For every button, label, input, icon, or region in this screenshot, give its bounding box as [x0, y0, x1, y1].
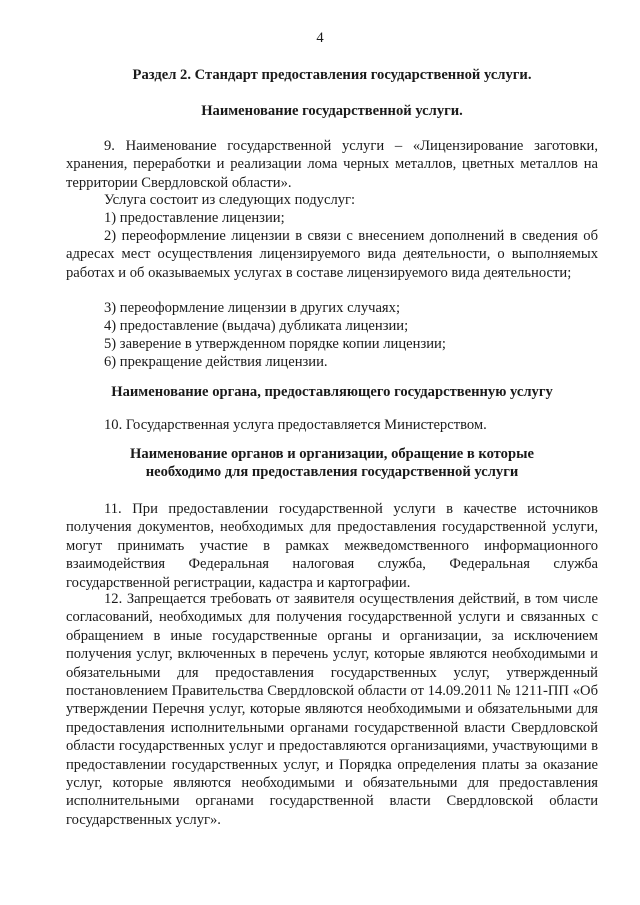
heading-authority: Наименование органа, предоставляющего государственную услугу — [111, 384, 553, 400]
heading-service-name: Наименование государственной услуги. — [201, 103, 463, 119]
heading-organizations-line-2: необходимо для предоставления государственной услуги — [145, 464, 519, 481]
paragraph-12: 12. Запрещается требовать от заявителя осуществления действий, в том числе согласований, необходимых для получения государственной услуги и связанных с обращением в иные государственные органы и организации, за исключением получения услуг, включенных в перечень услуг, которые являются необходимыми и обязательными для предоставления государственных услуг, утвержденный постановлением Правительства Свердловской области от 14.09.2011 № 1211-ПП «Об утверждении Перечня услуг, которые являются необходимыми и обязательными для предоставления исполнительными органами государственной власти Свердловской области государственных услуг и предоставляются организациями, участвующими в предоставлении государственных услуг, и Порядка определения платы за оказание услуг, которые являются необходимыми и обязательными для предоставления исполнительными органами государственной власти Свердловской области государственных услуг». — [66, 591, 598, 828]
subservice-item: 5) заверение в утвержденном порядке копии лицензии; — [104, 336, 446, 352]
paragraph-10: 10. Государственная услуга предоставляется Министерством. — [104, 417, 487, 433]
subservice-item: 6) прекращение действия лицензии. — [104, 354, 328, 370]
paragraph-9: 9. Наименование государственной услуги – «Лицензирование заготовки, хранения, переработки и реализации лома черных металлов, цветных металлов на территории Свердловской области». — [66, 138, 598, 191]
subservice-item: 3) переоформление лицензии в других случаях; — [104, 300, 401, 316]
subservice-item: 1) предоставление лицензии; — [104, 210, 285, 226]
heading-organizations-line-1: Наименование органов и организации, обращение в которые — [130, 446, 534, 462]
subservice-item: 2) переоформление лицензии в связи с внесением дополнений в сведения об адресах мест осуществления лицензируемого вида деятельности, о выполняемых работах и об оказываемых услугах в составе лицензируемого вида деятельности; — [66, 228, 598, 281]
heading-organizations — [66, 445, 598, 482]
page-number: 4 — [316, 30, 324, 46]
subservices-intro: Услуга состоит из следующих подуслуг: — [104, 192, 356, 208]
section-title: Раздел 2. Стандарт предоставления государственной услуги. — [132, 67, 532, 83]
subservice-item: 4) предоставление (выдача) дубликата лицензии; — [104, 318, 409, 334]
paragraph-11: 11. При предоставлении государственной услуги в качестве источников получения документов, необходимых для предоставления государственной услуги, могут принимать участие в рамках межведомственного информационного взаимодействия Федеральная налоговая служба, Федеральная служба государственной регистрации, кадастра и картографии. — [66, 501, 598, 591]
